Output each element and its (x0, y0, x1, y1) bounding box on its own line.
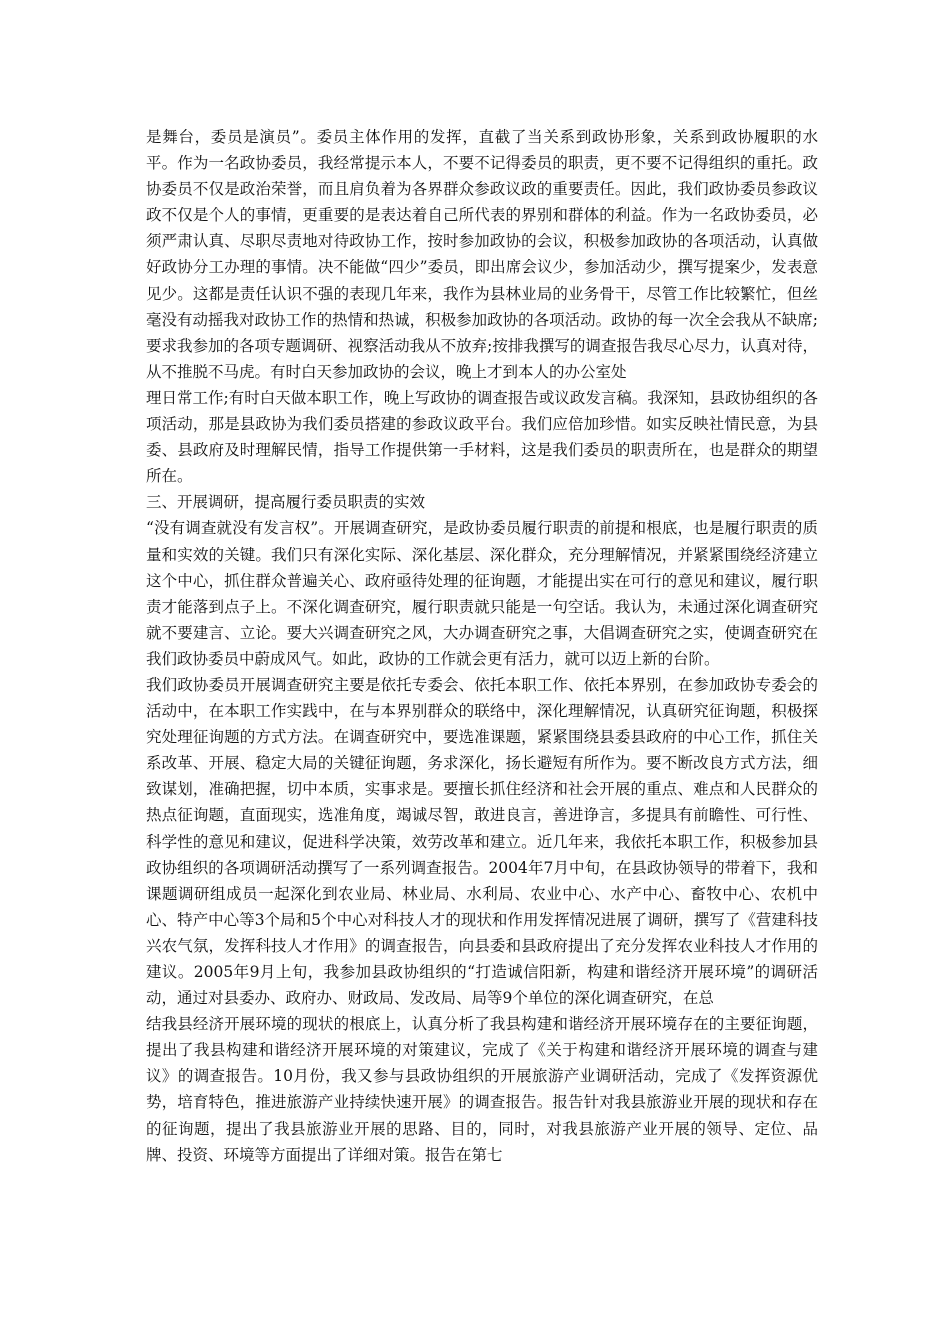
section-heading: 三、开展调研，提高履行委员职责的实效 (146, 493, 426, 512)
paragraph-2: 理日常工作;有时白天做本职工作，晚上写政协的调查报告或议政发言稿。我深知，县政协组织的各项活动，那是县政协为我们委员搭建的参政议政平台。我们应倍加珍惜。如实反映社情民意，为县委、县政府及时理解民情，指导工作提供第一手材料，这是我们委员的职责所在，也是群众的期望所在。 (146, 388, 818, 486)
document-body (146, 124, 818, 1168)
paragraph-5: 结我县经济开展环境的现状的根底上，认真分析了我县构建和谐经济开展环境存在的主要征询题，提出了我县构建和谐经济开展环境的对策建议，完成了《关于构建和谐经济开展环境的调查与建议》的调查报告。10月份，我又参与县政协组织的开展旅游产业调研活动，完成了《发挥资源优势，培育特色，推进旅游产业持续快速开展》的调查报告。报告针对我县旅游业开展的现状和存在的征询题，提出了我县旅游业开展的思路、目的，同时，对我县旅游产业开展的领导、定位、品牌、投资、环境等方面提出了详细对策。报告在第七 (146, 1015, 818, 1164)
paragraph-3: “没有调查就没有发言权”。开展调查研究，是政协委员履行职责的前提和根底，也是履行职责的质量和实效的关键。我们只有深化实际、深化基层、深化群众，充分理解情况，并紧紧围绕经济建立这个中心，抓住群众普遍关心、政府亟待处理的征询题，才能提出实在可行的意见和建议，履行职责才能落到点子上。不深化调查研究，履行职责就只能是一句空话。我认为，未通过深化调查研究就不要建言、立论。要大兴调查研究之风，大办调查研究之事，大倡调查研究之实，使调查研究在我们政协委员中蔚成风气。如此，政协的工作就会更有活力，就可以迈上新的台阶。 (146, 519, 818, 668)
paragraph-4: 我们政协委员开展调查研究主要是依托专委会、依托本职工作、依托本界别，在参加政协专委会的活动中，在本职工作实践中，在与本界别群众的联络中，深化理解情况，认真研究征询题，积极探究处理征询题的方式方法。在调查研究中，要选准课题，紧紧围绕县委县政府的中心工作，抓住关系改革、开展、稳定大局的关键征询题，务求深化，扬长避短有所作为。要不断改良方式方法，细致谋划，准确把握，切中本质，实事求是。要擅长抓住经济和社会开展的重点、难点和人民群众的热点征询题，直面现实，选准角度，竭诚尽智，敢进良言，善进诤言，多提具有前瞻性、可行性、科学性的意见和建议，促进科学决策，效劳改革和建立。近几年来，我依托本职工作，积极参加县政协组织的各项调研活动撰写了一系列调查报告。2004年7月中旬，在县政协领导的带着下，我和课题调研组成员一起深化到农业局、林业局、水利局、农业中心、水产中心、畜牧中心、农机中心、特产中心等3个局和5个中心对科技人才的现状和作用发挥情况进展了调研，撰写了《营建科技兴农气氛，发挥科技人才作用》的调查报告，向县委和县政府提出了充分发挥农业科技人才作用的建议。2005年9月上旬，我参加县政协组织的“打造诚信阳新，构建和谐经济开展环境”的调研活动，通过对县委办、政府办、财政局、发改局、局等9个单位的深化调查研究，在总 (146, 675, 818, 1008)
paragraph-1: 是舞台，委员是演员”。委员主体作用的发挥，直截了当关系到政协形象，关系到政协履职的水平。作为一名政协委员，我经常提示本人，不要不记得委员的职责，更不要不记得组织的重托。政协委员不仅是政治荣誉，而且肩负着为各界群众参政议政的重要责任。因此，我们政协委员参政议政不仅是个人的事情，更重要的是表达着自己所代表的界别和群体的利益。作为一名政协委员，必须严肃认真、尽职尽责地对待政协工作，按时参加政协的会议，积极参加政协的各项活动，认真做好政协分工办理的事情。决不能做“四少”委员，即出席会议少，参加活动少，撰写提案少，发表意见少。这都是责任认识不强的表现几年来，我作为县林业局的业务骨干，尽管工作比较繁忙，但丝毫没有动摇我对政协工作的热情和热诚，积极参加政协的各项活动。政协的每一次全会我从不缺席;要求我参加的各项专题调研、视察活动我从不放弃;按排我撰写的调查报告我尽心尽力，认真对待，从不推脱不马虎。有时白天参加政协的会议，晚上才到本人的办公室处 (146, 128, 818, 381)
